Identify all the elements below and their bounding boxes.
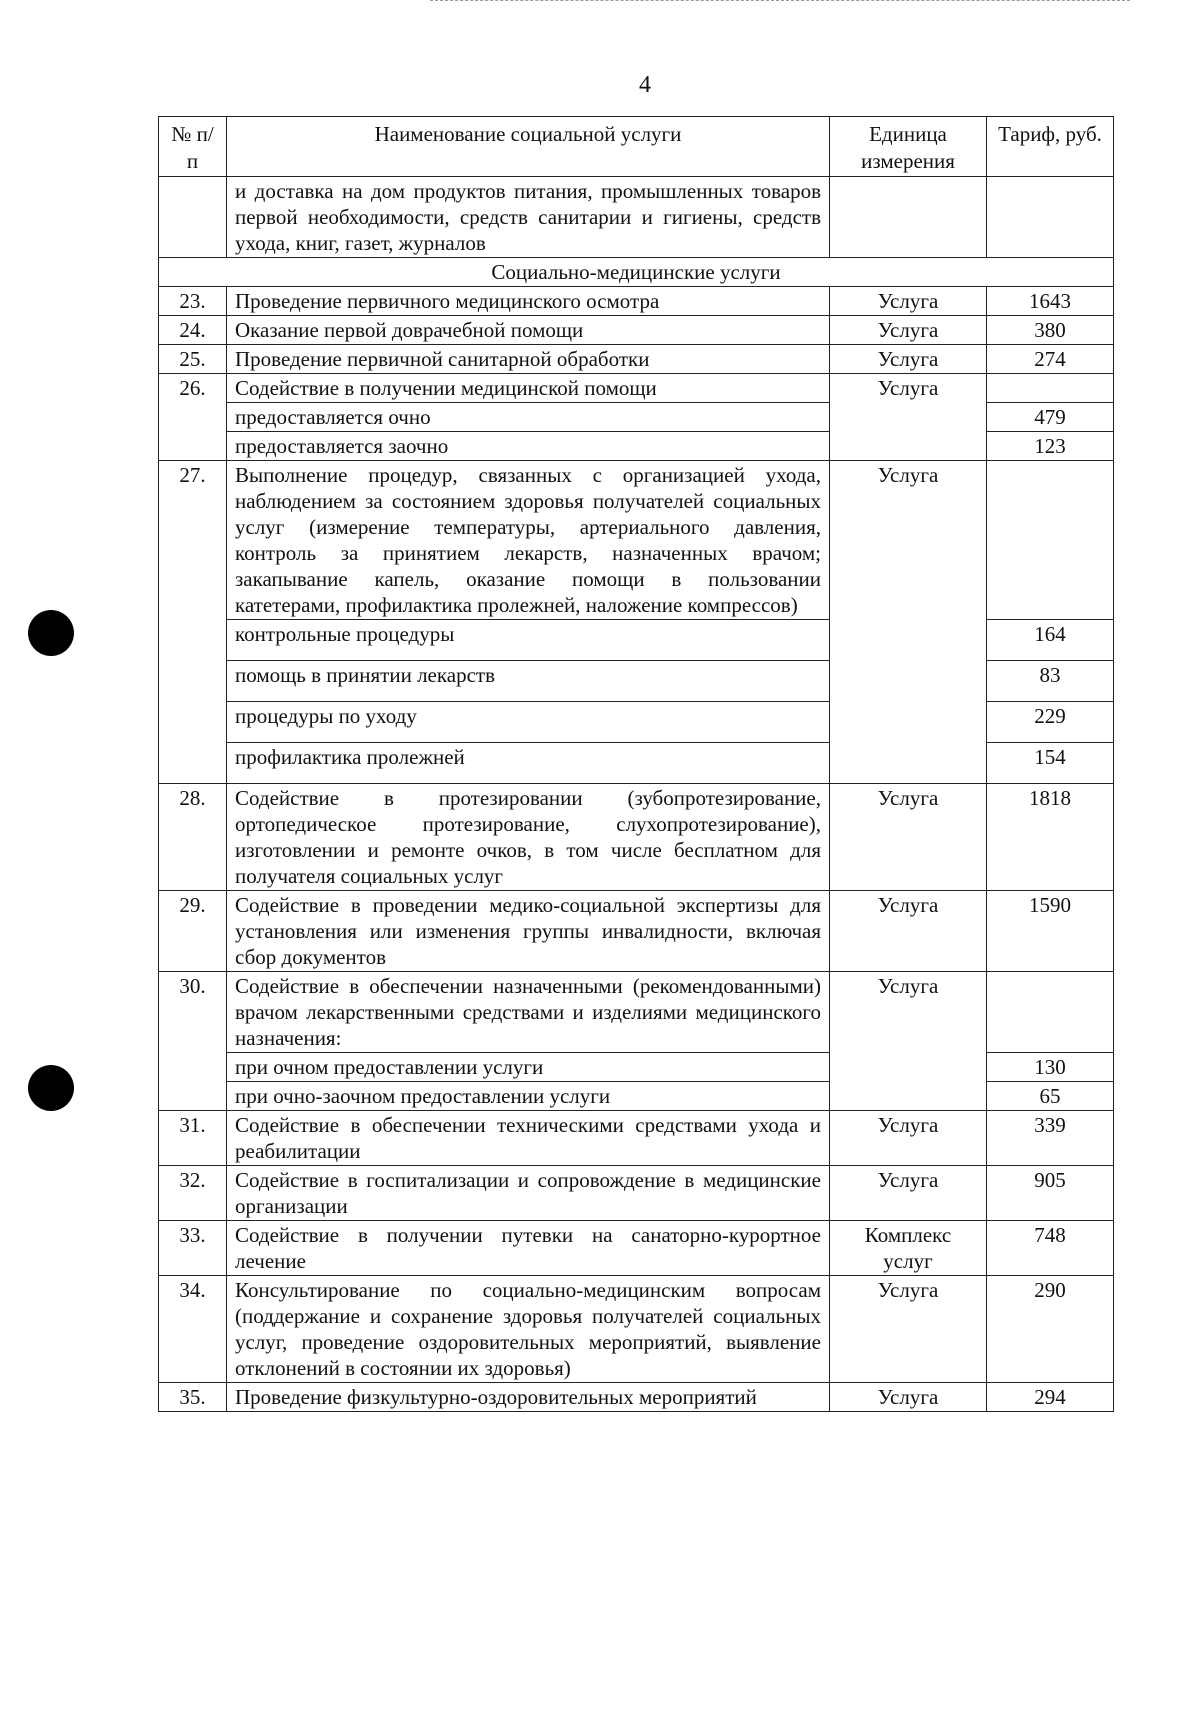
row-number: 33.	[159, 1221, 227, 1276]
row-number: 31.	[159, 1111, 227, 1166]
table-row	[159, 1383, 1114, 1412]
tariff	[987, 461, 1114, 620]
row-number: 29.	[159, 891, 227, 972]
row-number: 23.	[159, 287, 227, 316]
table-row	[159, 1111, 1114, 1166]
unit: Услуга	[830, 1166, 987, 1221]
service-name: Проведение первичного медицинского осмотра	[227, 287, 830, 316]
section-row	[159, 258, 1114, 287]
table-row	[159, 461, 1114, 620]
row-number: 27.	[159, 461, 227, 784]
table-row	[159, 891, 1114, 972]
tariff: 294	[987, 1383, 1114, 1412]
service-name: Содействие в получении путевки на санаторно-курортное лечение	[227, 1221, 830, 1276]
unit: Услуга	[830, 891, 987, 972]
tariff: 339	[987, 1111, 1114, 1166]
service-name: Содействие в госпитализации и сопровождение в медицинские организации	[227, 1166, 830, 1221]
row-number: 32.	[159, 1166, 227, 1221]
service-name: Проведение первичной санитарной обработки	[227, 345, 830, 374]
table-row	[159, 972, 1114, 1053]
sub-tariff: 164	[987, 620, 1114, 661]
row-number: 24.	[159, 316, 227, 345]
row-number: 26.	[159, 374, 227, 461]
continuation-row	[159, 177, 1114, 258]
sub-service-name: при очно-заочном предоставлении услуги	[227, 1082, 830, 1111]
sub-service-name: контрольные процедуры	[227, 620, 830, 661]
unit: Услуга	[830, 784, 987, 891]
service-name: Выполнение процедур, связанных с организацией ухода, наблюдением за состоянием здоровья получателей социальных услуг (измерение температуры, артериального давления, контроль за принятием лекарств, назначенных врачом; закапывание капель, оказание помощи в пользовании катетерами, профилактика пролежней, наложение компрессов)	[227, 461, 830, 620]
tariff	[987, 374, 1114, 403]
sub-tariff: 123	[987, 432, 1114, 461]
table-row	[159, 374, 1114, 403]
punch-hole	[28, 1065, 74, 1111]
unit: Услуга	[830, 972, 987, 1111]
row-number: 30.	[159, 972, 227, 1111]
sub-tariff: 83	[987, 661, 1114, 702]
unit: Услуга	[830, 316, 987, 345]
sub-service-name: при очном предоставлении услуги	[227, 1053, 830, 1082]
unit: Услуга	[830, 1276, 987, 1383]
section-title: Социально-медицинские услуги	[159, 258, 1114, 287]
service-name: Проведение физкультурно-оздоровительных мероприятий	[227, 1383, 830, 1412]
tariff: 748	[987, 1221, 1114, 1276]
service-name: Содействие в обеспечении назначенными (рекомендованными) врачом лекарственными средствами и изделиями медицинского назначения:	[227, 972, 830, 1053]
unit: Услуга	[830, 374, 987, 461]
service-name: Консультирование по социально-медицинским вопросам (поддержание и сохранение здоровья получателей социальных услуг, проведение оздоровительных мероприятий, выявление отклонений в состоянии их здоровья)	[227, 1276, 830, 1383]
continuation-text: и доставка на дом продуктов питания, промышленных товаров первой необходимости, средств санитарии и гигиены, средств ухода, книг, газет, журналов	[227, 177, 830, 258]
service-name: Оказание первой доврачебной помощи	[227, 316, 830, 345]
table-row	[159, 287, 1114, 316]
table-header-row	[159, 117, 1114, 177]
unit: Услуга	[830, 1111, 987, 1166]
header-unit: Единица измерения	[830, 117, 987, 177]
service-name: Содействие в обеспечении техническими средствами ухода и реабилитации	[227, 1111, 830, 1166]
unit: Комплекс услуг	[830, 1221, 987, 1276]
unit: Услуга	[830, 345, 987, 374]
table-row	[159, 1166, 1114, 1221]
row-number: 35.	[159, 1383, 227, 1412]
page-number: 4	[639, 72, 651, 98]
service-name: Содействие в получении медицинской помощи	[227, 374, 830, 403]
tariff-table	[158, 116, 1114, 1412]
row-number: 34.	[159, 1276, 227, 1383]
header-name: Наименование социальной услуги	[227, 117, 830, 177]
table-row	[159, 1276, 1114, 1383]
tariff: 274	[987, 345, 1114, 374]
row-number: 25.	[159, 345, 227, 374]
table-row	[159, 316, 1114, 345]
service-name: Содействие в проведении медико-социальной экспертизы для установления или изменения группы инвалидности, включая сбор документов	[227, 891, 830, 972]
punch-hole	[28, 610, 74, 656]
tariff: 1643	[987, 287, 1114, 316]
sub-service-name: предоставляется заочно	[227, 432, 830, 461]
tariff: 905	[987, 1166, 1114, 1221]
tariff	[987, 972, 1114, 1053]
row-number: 28.	[159, 784, 227, 891]
sub-service-name: предоставляется очно	[227, 403, 830, 432]
sub-service-name: процедуры по уходу	[227, 702, 830, 743]
sub-service-name: помощь в принятии лекарств	[227, 661, 830, 702]
sub-tariff: 229	[987, 702, 1114, 743]
tariff: 290	[987, 1276, 1114, 1383]
tariff: 1590	[987, 891, 1114, 972]
sub-tariff: 65	[987, 1082, 1114, 1111]
table-row	[159, 1221, 1114, 1276]
header-num: № п/п	[159, 117, 227, 177]
table-row	[159, 784, 1114, 891]
unit: Услуга	[830, 461, 987, 784]
sub-tariff: 479	[987, 403, 1114, 432]
sub-tariff: 154	[987, 743, 1114, 784]
sub-tariff: 130	[987, 1053, 1114, 1082]
tariff: 1818	[987, 784, 1114, 891]
header-tariff: Тариф, руб.	[987, 117, 1114, 177]
unit: Услуга	[830, 1383, 987, 1412]
service-name: Содействие в протезировании (зубопротезирование, ортопедическое протезирование, слухопротезирование), изготовлении и ремонте очков, в том числе бесплатном для получателя социальных услуг	[227, 784, 830, 891]
tariff: 380	[987, 316, 1114, 345]
sub-service-name: профилактика пролежней	[227, 743, 830, 784]
table-row	[159, 345, 1114, 374]
unit: Услуга	[830, 287, 987, 316]
scan-edge-line	[430, 0, 1130, 2]
